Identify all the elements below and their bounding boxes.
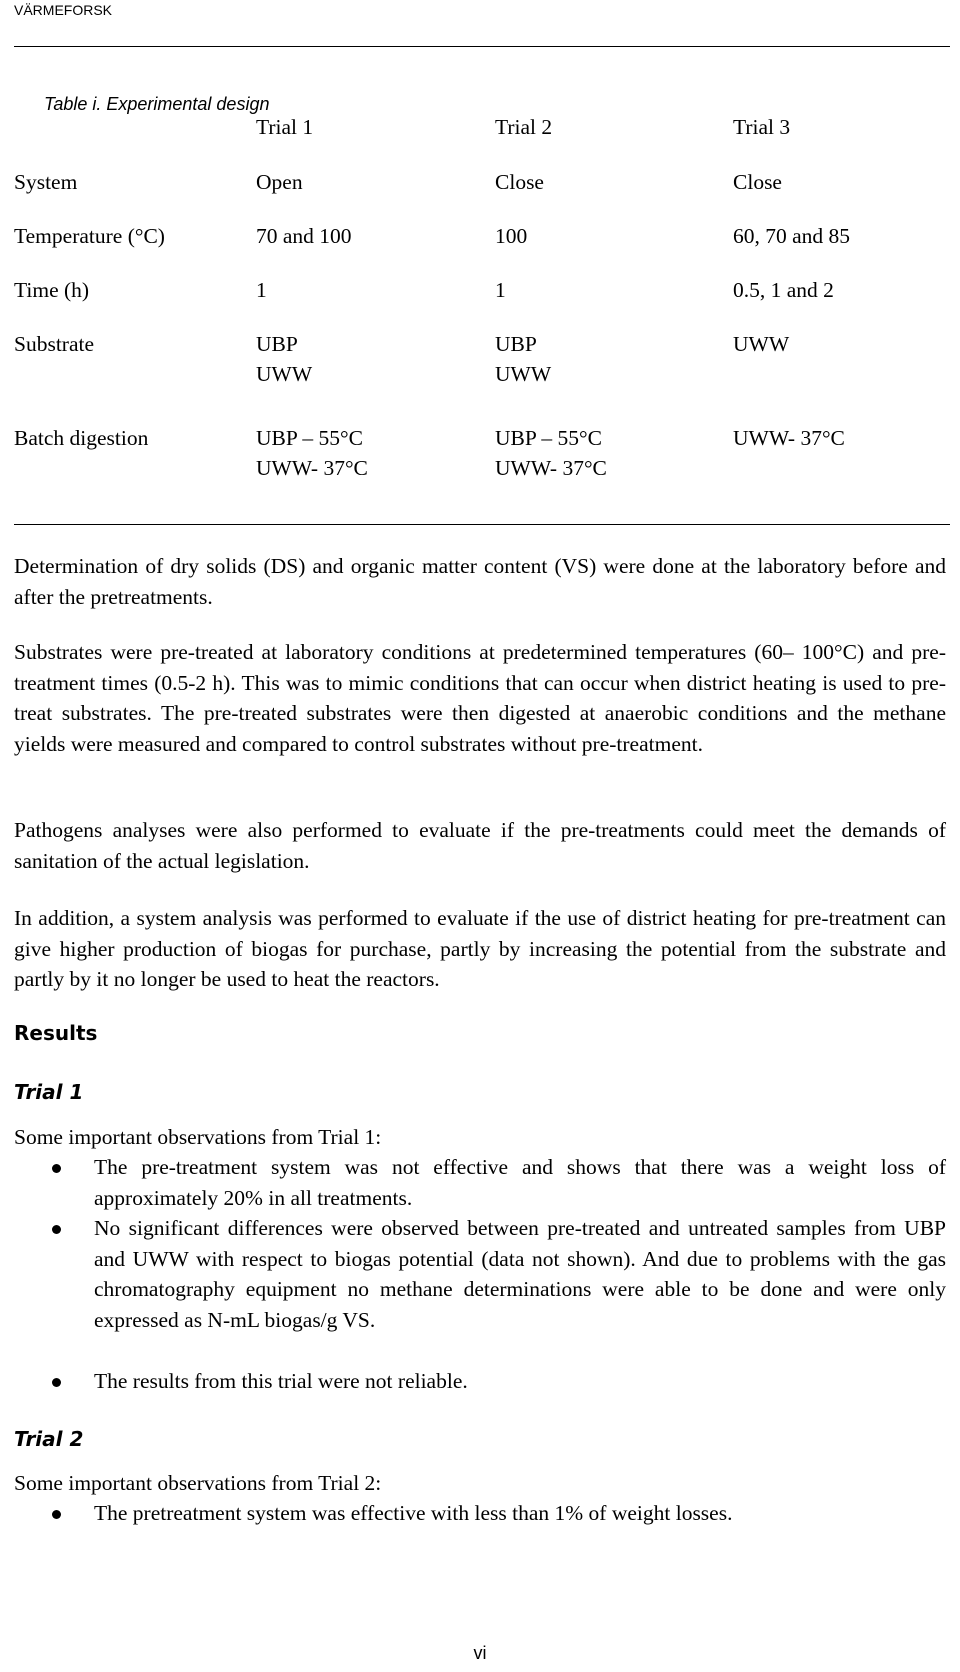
table-cell: 70 and 100: [256, 224, 352, 248]
table-cell: UWW- 37°C: [256, 456, 368, 480]
table-cell: UWW: [733, 332, 790, 356]
column-header-trial-1: Trial 1: [256, 115, 314, 139]
trial-2-bullet: The pretreatment system was effective with less than 1% of weight losses.: [94, 1501, 733, 1525]
table-cell: 1: [256, 278, 267, 302]
table-cell: 60, 70 and 85: [733, 224, 851, 248]
table-cell: UBP: [256, 332, 298, 356]
trial-1-bullet: The results from this trial were not reliable.: [94, 1369, 468, 1393]
paragraph-pathogens: Pathogens analyses were also performed to evaluate if the pre-treatments could meet the demands of sanitation of the actual legislation.: [14, 818, 946, 873]
table-cell: UWW- 37°C: [733, 426, 845, 450]
table-cell: UWW: [495, 362, 552, 386]
header-rule: [14, 46, 950, 47]
section-heading-results: Results: [14, 1021, 98, 1045]
page-number: vi: [473, 1643, 487, 1663]
row-label-temperature: Temperature (°C): [14, 224, 165, 248]
table-cell: UBP: [495, 332, 537, 356]
row-label-time: Time (h): [14, 278, 90, 302]
row-label-substrate: Substrate: [14, 332, 95, 356]
table-cell: Close: [733, 170, 782, 194]
table-cell: Close: [495, 170, 544, 194]
table-cell: 0.5, 1 and 2: [733, 278, 834, 302]
table-cell: UWW- 37°C: [495, 456, 607, 480]
table-cell: Open: [256, 170, 303, 194]
table-cell: 1: [495, 278, 506, 302]
column-header-trial-2: Trial 2: [495, 115, 553, 139]
row-label-batch-digestion: Batch digestion: [14, 426, 149, 450]
bullet-icon: [52, 1378, 61, 1387]
trial-2-intro: Some important observations from Trial 2:: [14, 1471, 382, 1495]
paragraph-system-analysis: In addition, a system analysis was performed to evaluate if the use of district heating for pre-treatment can give higher production of biogas for purchase, partly by increasing the potential from the substrate and partly by it no longer be used to heat the reactors.: [14, 906, 946, 991]
bullet-icon: [52, 1225, 61, 1234]
paragraph-determination: Determination of dry solids (DS) and organic matter content (VS) were done at the laboratory before and after the pretreatments.: [14, 554, 946, 609]
table-cell: UBP – 55°C: [256, 426, 363, 450]
running-header: VÄRMEFORSK: [14, 2, 113, 18]
table-cell: UWW: [256, 362, 313, 386]
column-header-trial-3: Trial 3: [733, 115, 791, 139]
table-cell: 100: [495, 224, 528, 248]
table-bottom-rule: [14, 524, 950, 525]
paragraph-substrates: Substrates were pre-treated at laboratory conditions at predetermined temperatures (60– 100°C) and pre-treatment times (0.5-2 h). This was to mimic conditions that can occur when district heating is used to pre-treat substrates. The pre-treated substrates were then digested at anaerobic conditions and the methane yields were measured and compared to control substrates without pre-treatment.: [14, 640, 946, 756]
subheading-trial-2: Trial 2: [14, 1427, 84, 1451]
table-caption: Table i. Experimental design: [44, 94, 270, 114]
trial-1-bullet: No significant differences were observed between pre-treated and untreated samples from UBP and UWW with respect to biogas potential (data not shown). And due to problems with the gas chromatography equipment no methane determinations were able to be done and were only expressed as N-mL biogas/g VS.: [94, 1216, 946, 1332]
row-label-system: System: [14, 170, 78, 194]
trial-1-intro: Some important observations from Trial 1:: [14, 1125, 382, 1149]
trial-1-bullet: The pre-treatment system was not effective and shows that there was a weight loss of approximately 20% in all treatments.: [94, 1155, 946, 1210]
subheading-trial-1: Trial 1: [14, 1080, 84, 1104]
bullet-icon: [52, 1164, 61, 1173]
bullet-icon: [52, 1510, 61, 1519]
table-cell: UBP – 55°C: [495, 426, 602, 450]
